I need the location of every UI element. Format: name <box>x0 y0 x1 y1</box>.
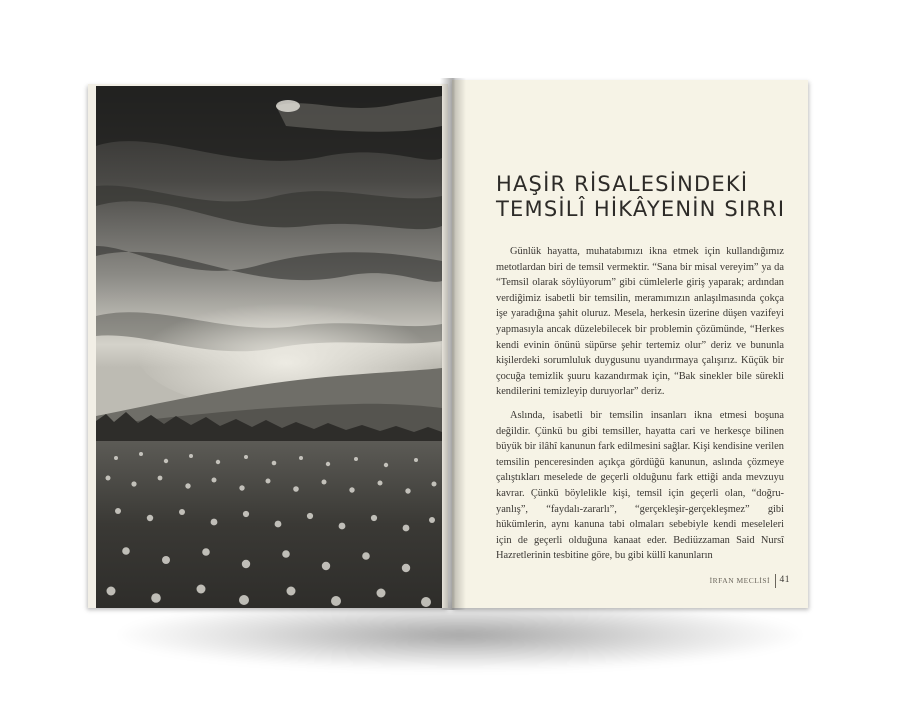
page-footer <box>696 574 796 588</box>
page-number: 41 <box>779 575 790 585</box>
book-shadow <box>120 600 800 670</box>
magazine-name: İRFAN MECLİSİ <box>709 576 770 585</box>
article-title-line-2: TEMSİLÎ HİKÂYENİN SIRRI <box>496 197 786 221</box>
right-page <box>452 80 808 608</box>
article-title-line-1: HAŞİR RİSALESİNDEKİ <box>496 172 749 196</box>
footer-divider <box>775 574 776 588</box>
article-title <box>496 172 796 222</box>
paragraph-2: Aslında, isabetli bir temsilin insanları ikna etmesi boşuna değildir. Çünkü bu gibi temsiller, hayatta cari ve herkesçe bilinen büyük bir ilâhî kanunun fark edilmesini sağlar. Kişi kendisine verilen temsilin penceresinden açıkça gördüğü kanunun, aslında çözmeye çalıştıkları meselede de geçerli olduğunu fark ettiği anda mevzuyu kavrar. Çünkü böylelikle kişi, temsil için geçerli olan, “doğru-yanlış”, “faydalı-zararlı”, “gerçekleşir-gerçekleşmez” gibi hükümlerin, aynı kanuna tabi olmaları sebebiyle kendi meseleleri için de geçerli olduğuna kanaat eder. Bediüzzaman Said Nursî Hazretlerinin tesbitine göre, bu gibi küllî kanunların <box>496 409 784 562</box>
paragraph-1: Günlük hayatta, muhatabımızı ikna etmek için kullandığımız metotlardan biri de temsil vermektir. “Sana bir misal vereyim” ya da “Temsil olarak söylüyorum” gibi cümlelerle giriş yaparak; ardından verdiğimiz isabetli bir temsilin, meramımızın anlaşılmasında çokça işe yaradığına şahit oluruz. Mesela, herkesin üzerine düşen vazifeyi yapmasıyla ancak düzelebilecek bir problemin çözümünde, “Herkes kendi evinin önünü süpürse şehir tertemiz olur” deriz ve bununla kişilerdeki sorumluluk duygusunu uyandırmaya çalışırız. Küçük bir çocuğa temizlik şuuru kazandırmak için, “Bak sinekler bile sürekli kendilerini temizleyip duruyorlar” deriz. <box>496 246 784 398</box>
left-page <box>88 84 448 608</box>
landscape-photo <box>96 86 442 608</box>
open-magazine <box>88 78 810 610</box>
article-body <box>496 244 784 572</box>
